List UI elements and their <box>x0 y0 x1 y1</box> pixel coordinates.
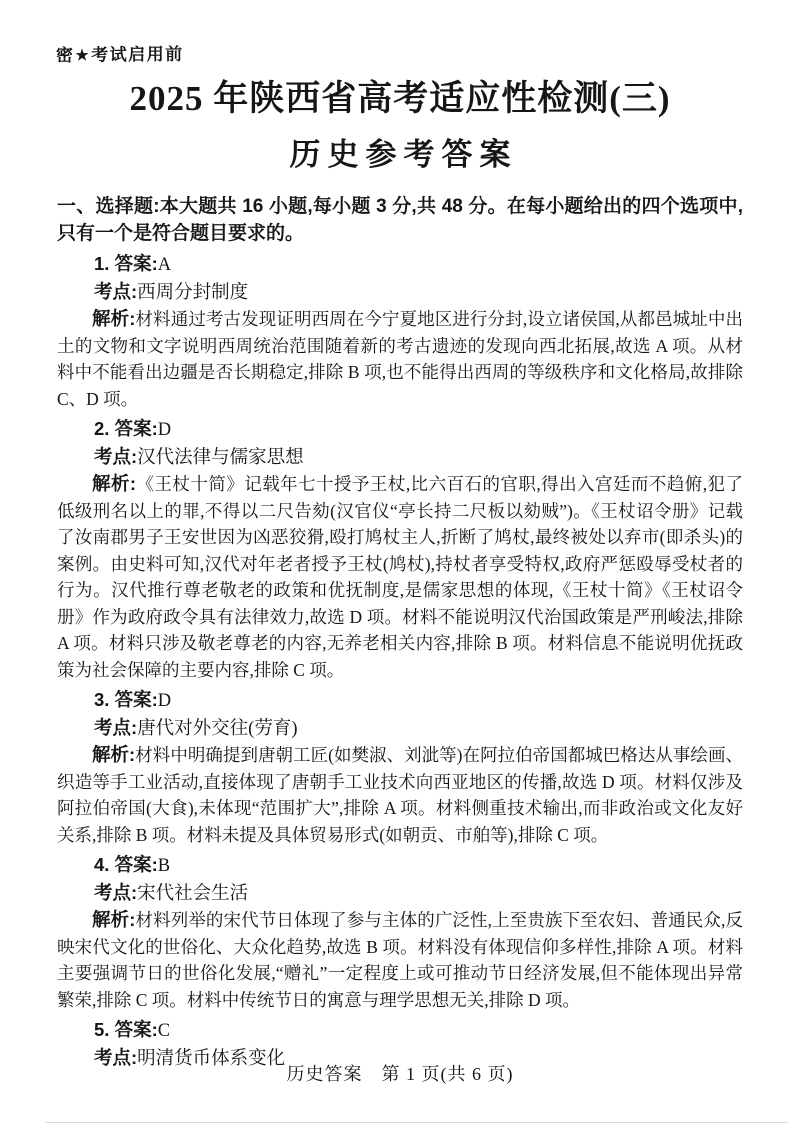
kaodian-text: 西周分封制度 <box>137 282 249 303</box>
kaodian-label: 考点: <box>94 280 138 302</box>
jiexi-text: 《王杖十简》记载年七十授予王杖,比六百石的官职,得出入宫廷而不趋俯,犯了低级刑名以上的罪,不得以二尺告劾(汉官仪“亭长持二尺板以劾贼”)。《王杖诏令册》记载了汝南郡男子王安世因为凶恶狡猾,殴打鸠杖主人,折断了鸠杖,最终被处以弃市(即杀头)的案例。由史料可知,汉代对年老者授予王杖(鸠杖),持杖者享受特权,政府严惩殴辱受杖者的行为。汉代推行尊老敬老的政策和优抚制度,是儒家思想的体现,《王杖十简》《王杖诏令册》作为政府政令具有法律效力,故选 D 项。材料不能说明汉代治国政策是严刑峻法,排除 A 项。材料只涉及敬老尊老的内容,无养老相关内容,排除 B 项。材料信息不能说明优抚政策为社会保障的主要内容,排除 C 项。 <box>57 474 743 680</box>
kaodian-line <box>57 715 743 743</box>
jiexi-paragraph <box>57 471 743 683</box>
answer-line <box>57 852 743 880</box>
question-1 <box>57 251 743 412</box>
question-4 <box>57 852 743 1013</box>
answer-line <box>57 687 743 715</box>
jiexi-paragraph <box>57 742 743 848</box>
jiexi-paragraph <box>57 306 743 412</box>
answer-line <box>57 1017 743 1045</box>
jiexi-label: 解析: <box>92 744 136 765</box>
footer-text: 历史答案 第 1 页(共 6 页) <box>286 1064 514 1084</box>
jiexi-label: 解析: <box>92 473 137 494</box>
answer-prefix: 5. 答案: <box>94 1019 158 1040</box>
answer-prefix: 3. 答案: <box>94 689 158 710</box>
jiexi-text: 材料中明确提到唐朝工匠(如樊淑、刘泚等)在阿拉伯帝国都城巴格达从事绘画、织造等手工业活动,直接体现了唐朝手工业技术向西亚地区的传播,故选 D 项。材料仅涉及阿拉伯帝国(大食),未体现“范围扩大”,排除 A 项。材料侧重技术输出,而非政治或文化友好关系,排除 B 项。材料未提及具体贸易形式(如朝贡、市舶等),排除 C 项。 <box>57 745 743 845</box>
answer-prefix: 2. 答案: <box>94 418 158 439</box>
answer-prefix: 4. 答案: <box>94 854 158 875</box>
kaodian-label: 考点: <box>94 1046 138 1068</box>
answer-value: D <box>157 691 172 711</box>
answer-prefix: 1. 答案: <box>94 253 158 274</box>
jiexi-label: 解析: <box>92 909 136 930</box>
kaodian-text: 汉代法律与儒家思想 <box>137 447 304 468</box>
answer-line <box>57 251 743 279</box>
answer-value: A <box>157 255 172 275</box>
page-subtitle: 历史参考答案 <box>289 137 518 172</box>
jiexi-text: 材料通过考古发现证明西周在今宁夏地区进行分封,设立诸侯国,从都邑城址中出土的文物和文字说明西周统治范围随着新的考古遗迹的发现向西北拓展,故选 A 项。从材料中不能看出边疆是否长期稳定,排除 B 项,也不能得出西周的等级秩序和文化格局,故排除 C、D 项。 <box>57 309 744 409</box>
answer-line <box>57 416 743 444</box>
page-footer <box>0 1060 800 1086</box>
security-marking: 密★考试启用前 <box>55 44 184 65</box>
kaodian-line <box>57 444 743 472</box>
jiexi-text: 材料列举的宋代节日体现了参与主体的广泛性,上至贵族下至农妇、普通民众,反映宋代文化的世俗化、大众化趋势,故选 B 项。材料没有体现信仰多样性,排除 A 项。材料主要强调节日的世俗化发展,“赠礼”一定程度上或可推动节日经济发展,但不能体现出异常繁荣,排除 C 项。材料中传统节日的寓意与理学思想无关,排除 D 项。 <box>57 910 744 1010</box>
question-3 <box>57 687 743 848</box>
kaodian-text: 唐代对外交往(劳育) <box>137 718 298 739</box>
kaodian-line <box>57 880 743 908</box>
page-title: 2025 年陕西省高考适应性检测(三) <box>129 79 671 118</box>
question-2 <box>57 416 743 683</box>
kaodian-label: 考点: <box>94 445 138 467</box>
answer-value: C <box>157 1021 171 1041</box>
kaodian-text: 明清货币体系变化 <box>137 1048 286 1069</box>
kaodian-label: 考点: <box>94 716 138 738</box>
jiexi-paragraph <box>57 907 743 1013</box>
kaodian-text: 宋代社会生活 <box>137 883 249 904</box>
kaodian-label: 考点: <box>94 881 138 903</box>
section-intro: 一、选择题:本大题共 16 小题,每小题 3 分,共 48 分。在每小题给出的四个选项中,只有一个是符合题目要求的。 <box>57 196 743 244</box>
scan-artifact-line <box>45 1122 788 1123</box>
answer-value: D <box>157 420 172 440</box>
answer-content <box>57 194 743 1072</box>
kaodian-line <box>57 279 743 307</box>
jiexi-label: 解析: <box>92 308 136 329</box>
answer-value: B <box>157 856 171 876</box>
